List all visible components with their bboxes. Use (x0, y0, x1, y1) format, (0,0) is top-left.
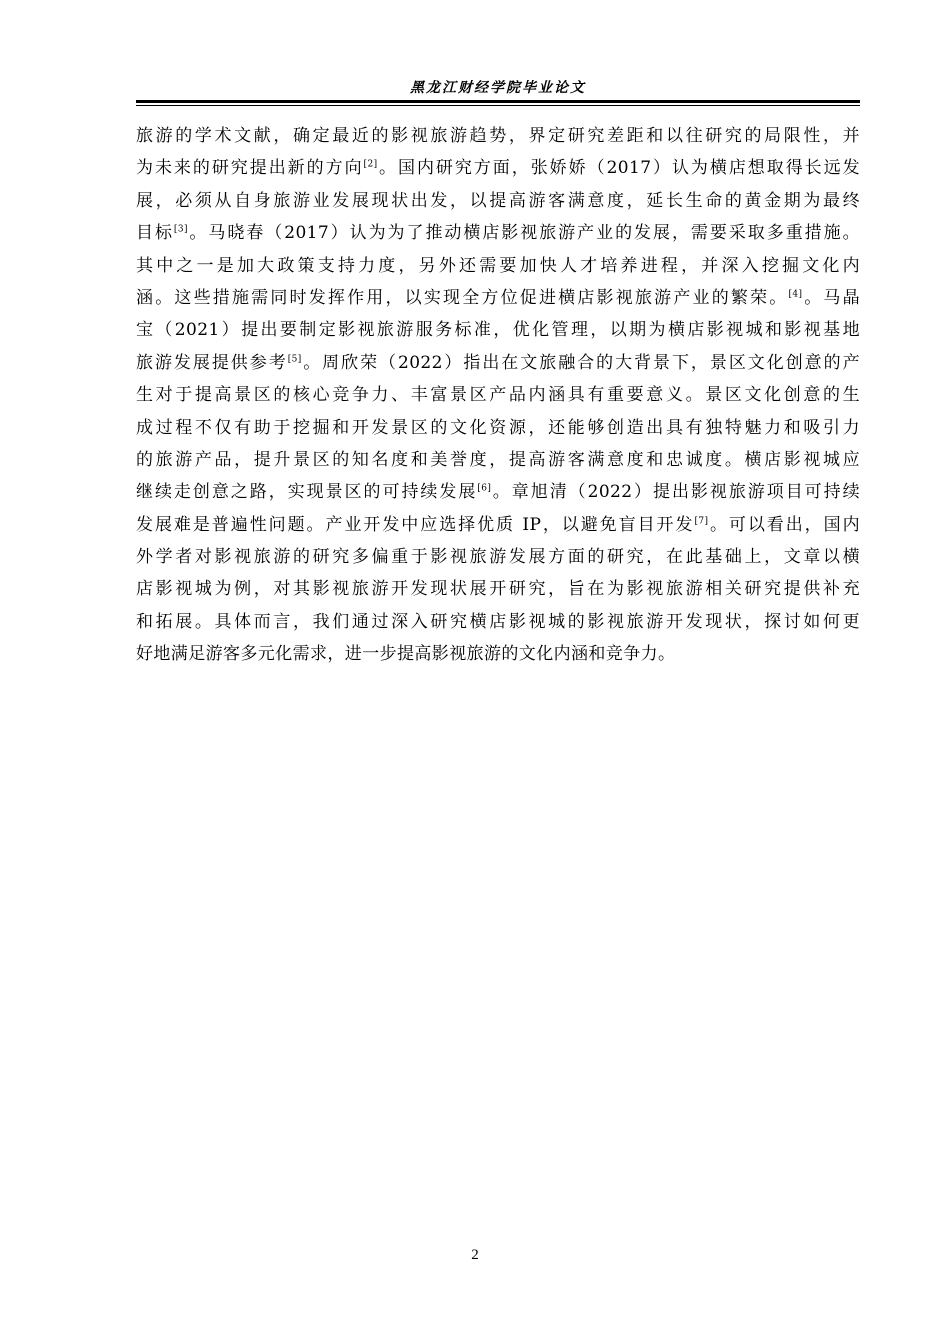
header-rule-thin (136, 105, 860, 106)
paragraph-line: 目标[3]。马晓春（2017）认为为了推动横店影视旅游产业的发展，需要采取多重措施。 (136, 223, 860, 244)
header-rule-thick (136, 100, 860, 103)
paragraph-line: 旅游发展提供参考[5]。周欣荣（2022）指出在文旅融合的大背景下，景区文化创意的产 (136, 352, 860, 373)
paragraph-line: 宝（2021）提出要制定影视旅游服务标准，优化管理，以期为横店影视城和影视基地 (136, 320, 860, 341)
paragraph-line: 生对于提高景区的核心竞争力、丰富景区产品内涵具有重要意义。景区文化创意的生 (136, 385, 860, 406)
paragraph-line: 旅游的学术文献，确定最近的影视旅游趋势，界定研究差距和以往研究的局限性，并 (136, 126, 860, 146)
paragraph-line: 外学者对影视旅游的研究多偏重于影视旅游发展方面的研究，在此基础上，文章以横 (136, 547, 860, 568)
citation-marker: [7] (694, 516, 709, 527)
paragraph-line: 成过程不仅有助于挖掘和开发景区的文化资源，还能够创造出具有独特魅力和吸引力 (136, 417, 860, 438)
body-paragraph (136, 120, 860, 671)
paragraph-line: 展，必须从自身旅游业发展现状出发，以提高游客满意度，延长生命的黄金期为最终 (136, 190, 860, 211)
paragraph-line: 好地满足游客多元化需求，进一步提高影视旅游的文化内涵和竞争力。 (136, 644, 676, 665)
paragraph-line: 的旅游产品，提升景区的知名度和美誉度，提高游客满意度和忠诚度。横店影视城应 (136, 449, 860, 470)
paragraph-line: 为未来的研究提出新的方向[2]。国内研究方面，张娇娇（2017）认为横店想取得长远发 (136, 158, 860, 179)
paragraph-line: 其中之一是加大政策支持力度，另外还需要加快人才培养进程，并深入挖掘文化内 (136, 255, 860, 276)
paragraph-line: 店影视城为例，对其影视旅游开发现状展开研究，旨在为影视旅游相关研究提供补充 (136, 579, 860, 600)
running-header-title: 黑龙江财经学院毕业论文 (410, 80, 586, 96)
paragraph-line: 发展难是普遍性问题。产业开发中应选择优质 IP，以避免盲目开发[7]。可以看出，国内 (136, 514, 860, 535)
paragraph-line: 继续走创意之路，实现景区的可持续发展[6]。章旭清（2022）提出影视旅游项目可持续 (136, 482, 860, 503)
page-number: 2 (471, 1247, 479, 1263)
citation-marker: [6] (477, 483, 492, 494)
citation-marker: [4] (788, 289, 803, 300)
paragraph-line: 和拓展。具体而言，我们通过深入研究横店影视城的影视旅游开发现状，探讨如何更 (136, 611, 860, 632)
citation-marker: [5] (287, 354, 302, 365)
citation-marker: [3] (173, 224, 188, 235)
paragraph-line: 涵。这些措施需同时发挥作用，以实现全方位促进横店影视旅游产业的繁荣。[4]。马晶 (136, 287, 860, 308)
citation-marker: [2] (363, 159, 378, 170)
